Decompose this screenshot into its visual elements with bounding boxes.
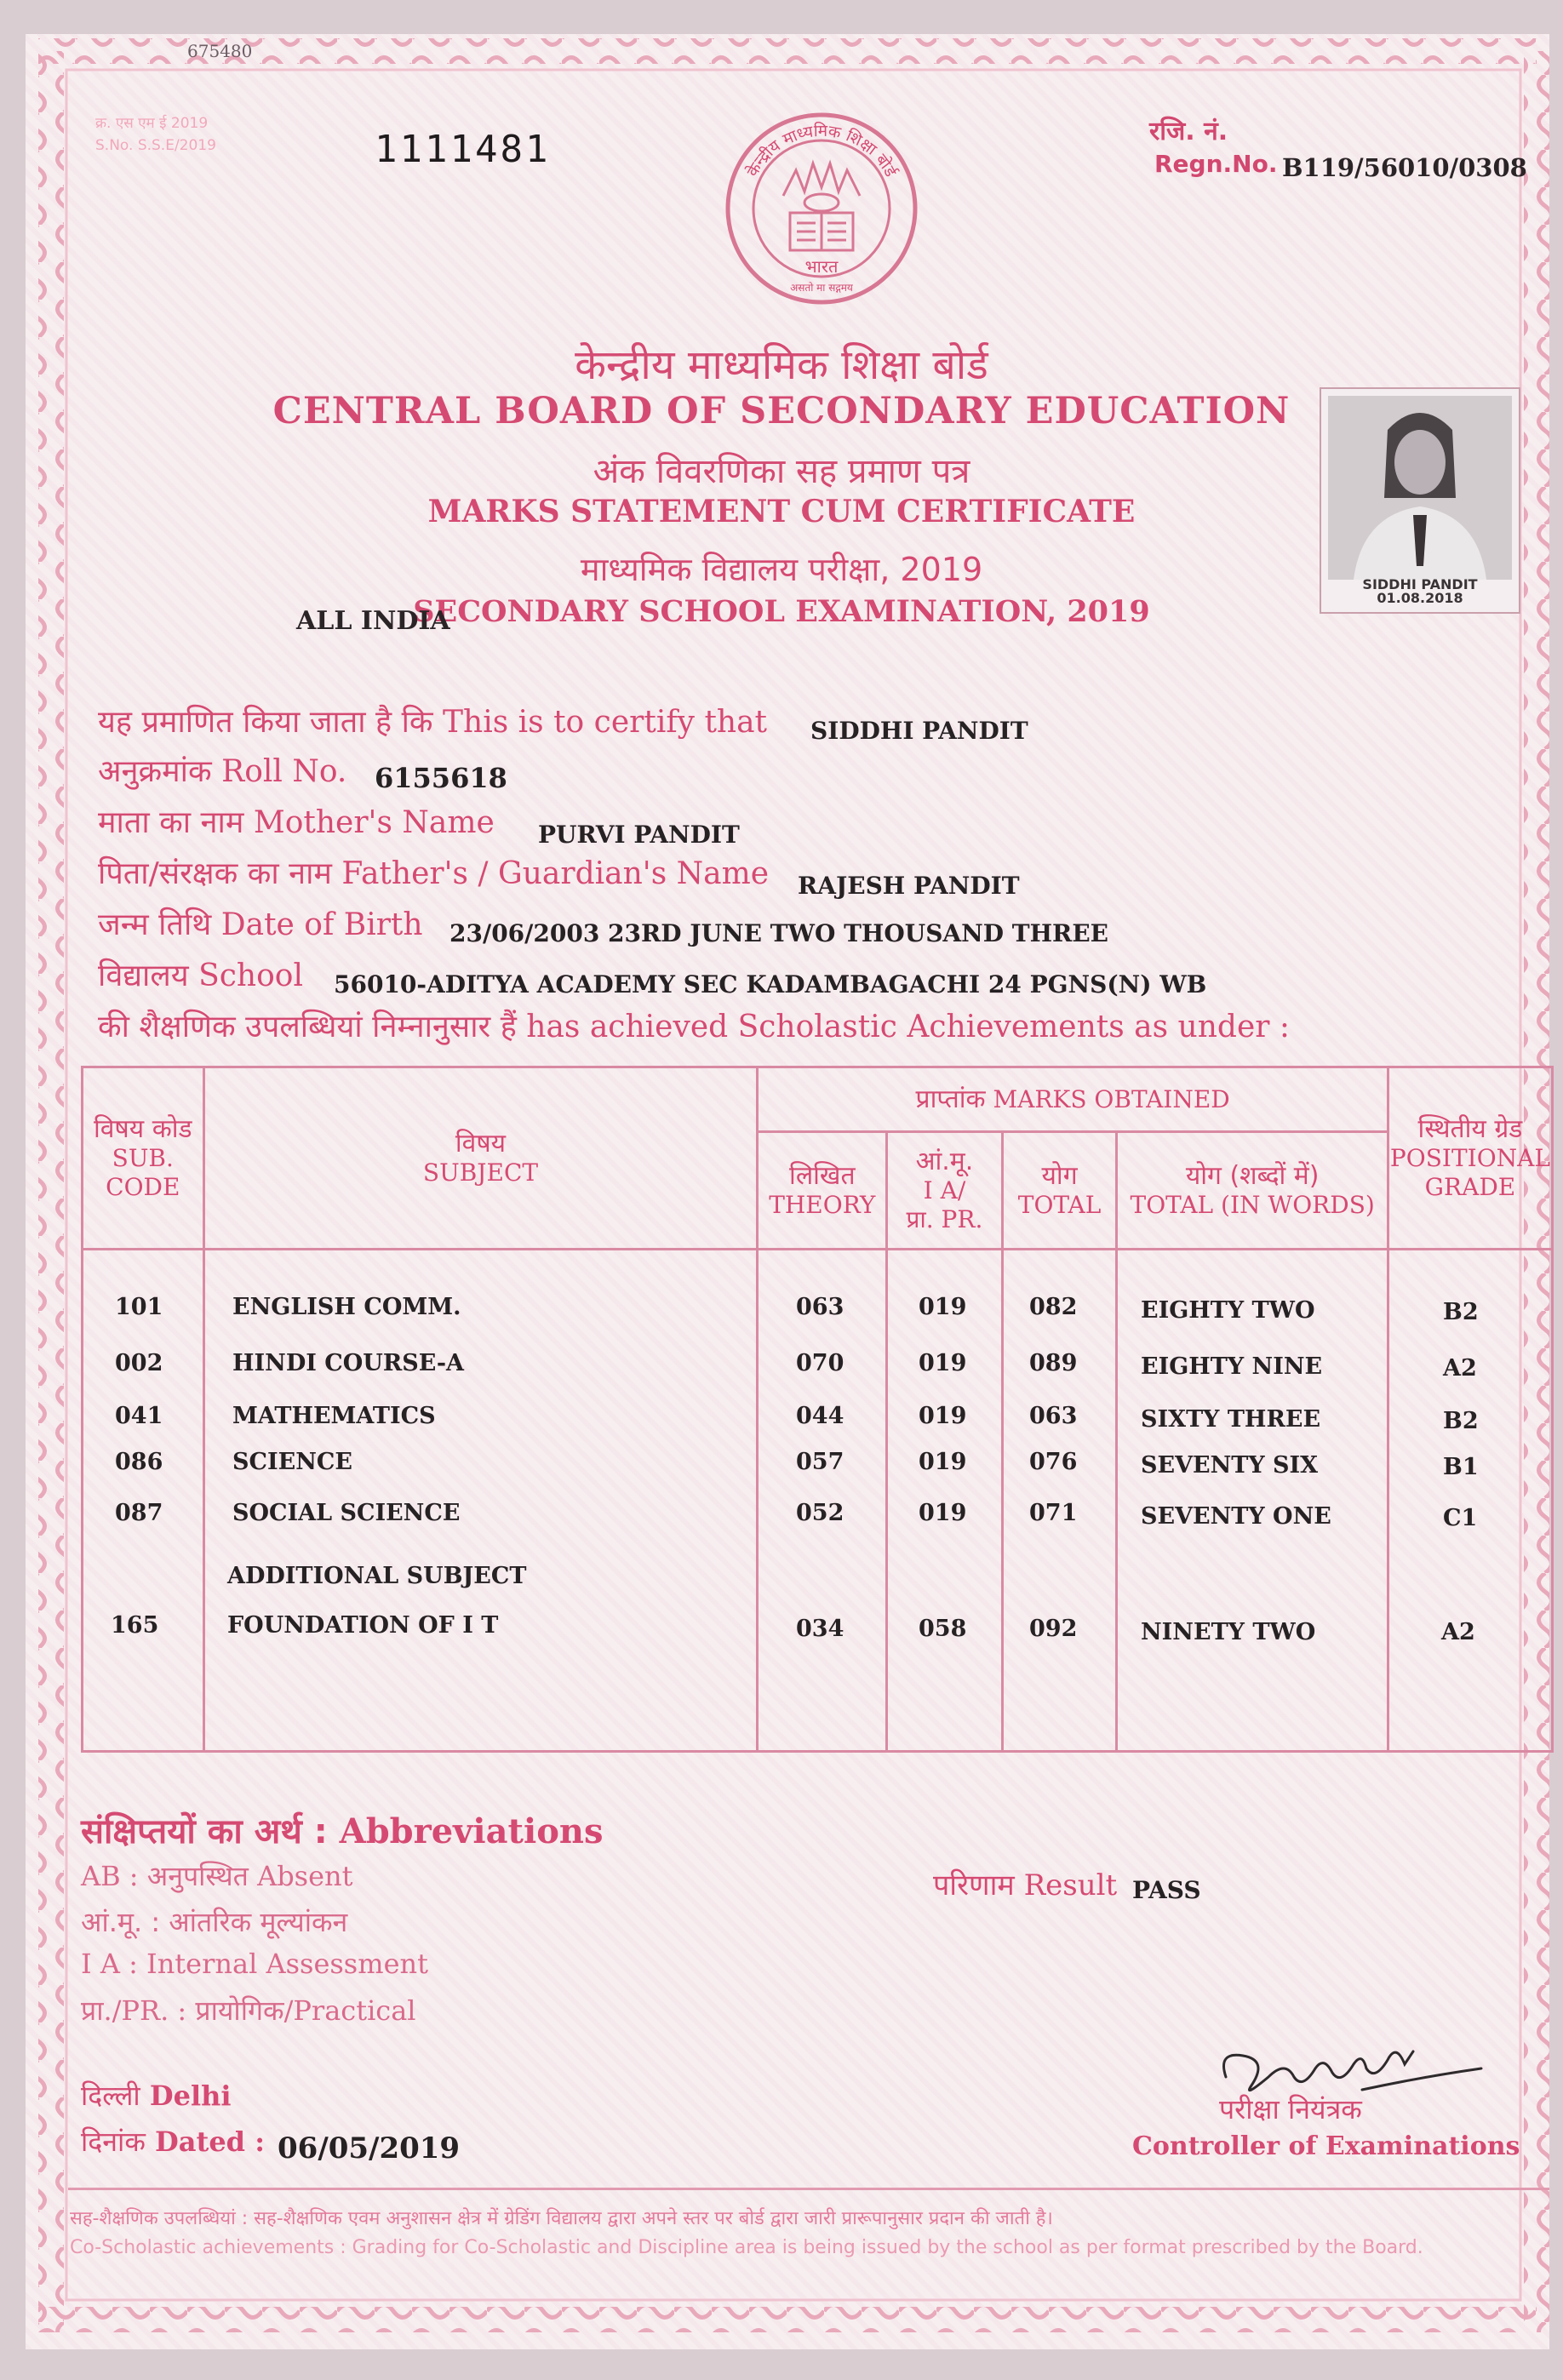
roll-label-hindi: अनुक्रमांक: [98, 754, 212, 789]
region-label: ALL INDIA: [296, 606, 450, 636]
row-total: 071: [1029, 1500, 1078, 1526]
result-value: PASS: [1132, 1876, 1201, 1904]
stamp-left-line1: क्र. एस एम ई 2019: [95, 115, 209, 132]
abbr-ia-hindi: आं.मू. : आंतरिक मूल्यांकन: [81, 1906, 348, 1938]
exam-title-hindi: माध्यमिक विद्यालय परीक्षा, 2019: [580, 551, 983, 588]
board-title-hindi: केन्द्रीय माध्यमिक शिक्षा बोर्ड: [575, 341, 988, 389]
father-label: [98, 851, 769, 893]
student-photo-image: [1328, 396, 1512, 580]
col-total-english: TOTAL: [1017, 1190, 1102, 1219]
row-subject: HINDI COURSE-A: [232, 1350, 464, 1376]
result-label-hindi: परिणाम: [933, 1868, 1015, 1902]
certificate-number: 1111481: [375, 128, 551, 171]
result-label: [933, 1864, 1117, 1903]
row-words: EIGHTY TWO: [1141, 1297, 1315, 1324]
col-marks-obtained: [758, 1067, 1388, 1132]
row-subject: SOCIAL SCIENCE: [232, 1500, 461, 1526]
row-total: 089: [1029, 1350, 1078, 1376]
mother-label-english: Mother's Name: [253, 805, 495, 840]
mother-label-hindi: माता का नाम: [98, 805, 244, 840]
exam-title: SECONDARY SCHOOL EXAMINATION, 2019: [413, 594, 1150, 629]
roll-label-english: Roll No.: [221, 754, 347, 789]
row-words: EIGHTY NINE: [1141, 1353, 1323, 1380]
row-words: SIXTY THREE: [1141, 1406, 1321, 1433]
controller-title-hindi: परीक्षा नियंत्रक: [1219, 2093, 1362, 2125]
col-marks-english: MARKS OBTAINED: [993, 1084, 1230, 1113]
dob-label-hindi: जन्म तिथि: [98, 907, 212, 942]
row-ia: 019: [919, 1350, 967, 1376]
row-code: 087: [115, 1500, 163, 1526]
achievements-intro: [98, 1004, 1290, 1046]
col-total-words: [1117, 1132, 1388, 1250]
col-sub-code: [83, 1067, 204, 1250]
issue-date: 06/05/2019: [278, 2131, 461, 2165]
stamp-left: [95, 112, 216, 157]
photo-caption-name: SIDDHI PANDIT: [1362, 576, 1478, 592]
stamp-left-line2: S.No. S.S.E/2019: [95, 137, 216, 154]
row-ia: 019: [919, 1403, 967, 1429]
abbr-absent: AB : अनुपस्थित Absent: [81, 1860, 353, 1892]
col-ia-hindi: आं.मू.: [915, 1146, 974, 1176]
dob-label-english: Date of Birth: [220, 907, 423, 942]
row-grade: C1: [1443, 1505, 1478, 1531]
cbse-emblem-icon: [715, 102, 928, 323]
row-ia: 058: [919, 1616, 967, 1642]
serial-number-top: 675480: [187, 41, 253, 61]
row-theory: 052: [796, 1500, 844, 1526]
col-grade: [1388, 1067, 1552, 1250]
abbreviations-title-english: Abbreviations: [339, 1811, 604, 1851]
school-label-hindi: विद्यालय: [98, 958, 189, 993]
row-subject: ENGLISH COMM.: [232, 1294, 461, 1320]
row-code: 101: [115, 1294, 163, 1320]
col-pr-label: प्रा. PR.: [906, 1204, 983, 1233]
col-theory-hindi: लिखित: [789, 1160, 856, 1191]
col-grade-en2: GRADE: [1424, 1172, 1516, 1201]
row-code: 002: [115, 1350, 163, 1376]
row-theory: 057: [796, 1449, 844, 1475]
abbreviations-title-hindi: संक्षिप्तयों का अर्थ :: [81, 1812, 328, 1851]
col-marks-hindi: प्राप्तांक: [915, 1084, 986, 1114]
person-silhouette-icon: [1328, 396, 1512, 580]
date-of-birth: 23/06/2003 23RD JUNE TWO THOUSAND THREE: [449, 919, 1109, 947]
abbreviations-title: [81, 1806, 603, 1853]
dated-label-hindi: दिनांक: [81, 2125, 146, 2158]
certify-label-hindi: यह प्रमाणित किया जाता है कि: [98, 705, 433, 740]
abbr-practical: प्रा./PR. : प्रायोगिक/Practical: [81, 1994, 416, 2027]
abbr-ia-english: I A : Internal Assessment: [81, 1948, 428, 1980]
student-name: SIDDHI PANDIT: [810, 717, 1028, 745]
col-subject-hindi: विषय: [455, 1128, 507, 1159]
col-total: [1002, 1132, 1117, 1250]
row-ia: 019: [919, 1500, 967, 1526]
co-scholastic-note-hindi: सह-शैक्षणिक उपलब्धियां : सह-शैक्षणिक एवम अनुशासन क्षेत्र में ग्रेडिंग विद्यालय द्वारा अपने स्तर पर बोर्ड द्वारा जारी प्रारूपानुसार प्रदान की जाती है।: [70, 2208, 1053, 2229]
col-grade-hindi: स्थितीय ग्रेड: [1417, 1113, 1523, 1144]
certify-label: [98, 700, 767, 741]
col-theory: [758, 1132, 887, 1250]
emblem-text-bottom: भारत: [804, 256, 839, 277]
father-name: RAJESH PANDIT: [798, 872, 1020, 900]
row-words: SEVENTY ONE: [1141, 1503, 1331, 1530]
row-code: 041: [115, 1403, 163, 1429]
document-title: MARKS STATEMENT CUM CERTIFICATE: [427, 494, 1136, 529]
row-words: SEVENTY SIX: [1141, 1452, 1319, 1479]
col-words-hindi: योग (शब्दों में): [1185, 1160, 1320, 1191]
mother-name: PURVI PANDIT: [538, 821, 740, 849]
regn-label: Regn.No.: [1154, 150, 1278, 178]
certify-label-english: This is to certify that: [443, 705, 768, 740]
row-theory: 034: [796, 1616, 844, 1642]
row-total: 082: [1029, 1294, 1078, 1320]
board-title: CENTRAL BOARD OF SECONDARY EDUCATION: [272, 390, 1291, 432]
col-words-english: TOTAL (IN WORDS): [1130, 1190, 1375, 1219]
emblem-motto: असतो मा सद्गमय: [790, 282, 853, 294]
col-total-hindi: योग: [1041, 1160, 1078, 1191]
row-words: NINETY TWO: [1141, 1619, 1316, 1645]
school-label: [98, 953, 303, 995]
dated-label: [81, 2123, 265, 2160]
place-english: Delhi: [149, 2080, 232, 2112]
row-total: 092: [1029, 1616, 1078, 1642]
row-ia: 019: [919, 1449, 967, 1475]
father-label-hindi: पिता/संरक्षक का नाम: [98, 856, 332, 891]
row-theory: 063: [796, 1294, 844, 1320]
col-sub-code-hindi: विषय कोड: [93, 1113, 192, 1144]
roll-number: 6155618: [375, 762, 507, 794]
row-subject: SCIENCE: [232, 1449, 352, 1475]
dob-label: [98, 902, 423, 944]
school-name: 56010-ADITYA ACADEMY SEC KADAMBAGACHI 24 PGNS(N) WB: [334, 970, 1207, 998]
row-grade: B2: [1443, 1408, 1479, 1434]
row-grade: A2: [1441, 1619, 1475, 1645]
place: [81, 2077, 232, 2114]
col-ia-pr: [887, 1132, 1002, 1250]
row-grade: A2: [1443, 1355, 1477, 1382]
row-theory: 070: [796, 1350, 844, 1376]
school-label-english: School: [198, 958, 303, 993]
roll-label: [98, 749, 346, 791]
col-grade-en1: POSITIONAL: [1389, 1143, 1550, 1172]
father-label-english: Father's / Guardian's Name: [341, 856, 770, 891]
col-subject: [203, 1067, 758, 1250]
controller-title: Controller of Examinations: [1132, 2131, 1520, 2161]
footer-divider: [68, 2188, 1549, 2190]
regn-number: B119/56010/0308: [1282, 153, 1527, 182]
emblem-text-top: केन्द्रीय माध्यमिक शिक्षा बोर्ड: [742, 121, 901, 180]
row-grade: B2: [1443, 1299, 1479, 1325]
photo-caption: [1321, 578, 1519, 605]
row-total: 076: [1029, 1449, 1078, 1475]
row-subject: FOUNDATION OF I T: [227, 1612, 499, 1639]
student-photo: [1320, 387, 1520, 614]
result-label-english: Result: [1023, 1868, 1118, 1902]
col-sub-code-en2: CODE: [106, 1172, 180, 1201]
row-code: 086: [115, 1449, 163, 1475]
achievements-intro-hindi: की शैक्षणिक उपलब्धियां निम्नानुसार हैं: [98, 1010, 517, 1044]
regn-label-hindi: रजि. नं.: [1149, 117, 1228, 146]
col-ia-english: I A/: [923, 1176, 966, 1204]
row-grade: B1: [1443, 1454, 1479, 1480]
dated-label-english: Dated :: [155, 2125, 265, 2158]
row-total: 063: [1029, 1403, 1078, 1429]
col-subject-english: SUBJECT: [422, 1158, 539, 1187]
achievements-intro-english: has achieved Scholastic Achievements as under :: [526, 1010, 1291, 1044]
additional-subject-label: ADDITIONAL SUBJECT: [227, 1563, 527, 1589]
document-title-hindi: अंक विवरणिका सह प्रमाण पत्र: [593, 452, 970, 491]
photo-caption-date: 01.08.2018: [1377, 590, 1463, 606]
mother-label: [98, 800, 495, 842]
row-theory: 044: [796, 1403, 844, 1429]
col-theory-english: THEORY: [769, 1190, 876, 1219]
place-hindi: दिल्ली: [81, 2080, 140, 2112]
co-scholastic-note: Co-Scholastic achievements : Grading for Co-Scholastic and Discipline area is being issued by the school as per format prescribed by the Board.: [70, 2237, 1423, 2258]
row-code: 165: [111, 1612, 159, 1639]
row-subject: MATHEMATICS: [232, 1403, 436, 1429]
col-sub-code-en1: SUB.: [112, 1143, 174, 1172]
row-ia: 019: [919, 1294, 967, 1320]
